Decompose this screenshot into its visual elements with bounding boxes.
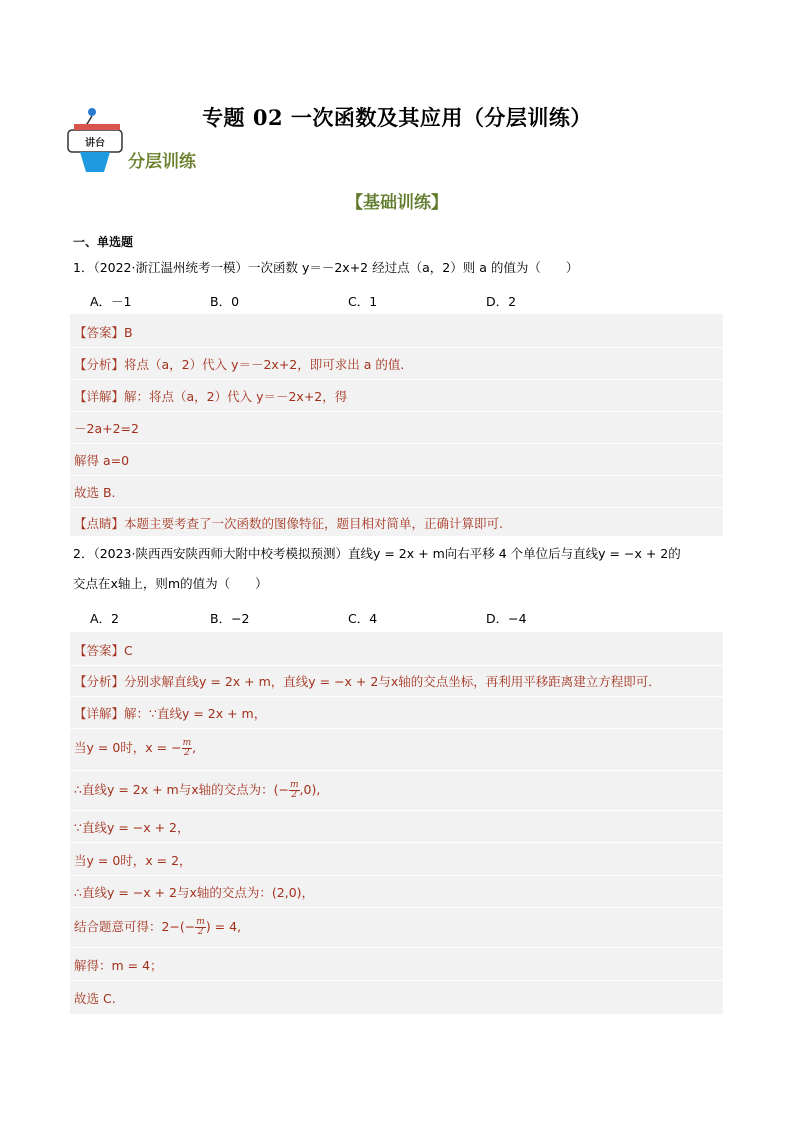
question-2-answer-box xyxy=(70,632,723,1014)
q1-option-c: C．1 xyxy=(348,294,378,309)
q2-option-d: D．−4 xyxy=(486,611,527,626)
page-title: 专题 02 一次函数及其应用（分层训练） xyxy=(202,105,592,130)
q2-step-2-text: ∴直线y = 2x + m与x轴的交点为： xyxy=(74,782,274,797)
question-2-stem-line-1: 2．（2023·陕西西安陕西师大附中校考模拟预测）直线y = 2x + m向右平移 4 个单位后与直线y = −x + 2的 xyxy=(73,546,681,561)
q2-step-1-text: 当y = 0时，x = − xyxy=(74,740,182,755)
q2-step-1: 当y = 0时，x = − $\frac{m}{2}$ , xyxy=(74,738,197,758)
q2-option-b: B．−2 xyxy=(210,611,250,626)
q2-detail: 【详解】解：∵直线y = 2x + m， xyxy=(74,706,267,721)
podium-logo-icon xyxy=(64,106,126,174)
q2-step-6-text: 结合题意可得：2−(− xyxy=(74,919,196,934)
fraction-m-over-2: $\frac{m}{2}$ xyxy=(289,780,299,800)
q2-step-4: 当y = 0时，x = 2， xyxy=(74,853,192,868)
section-title: 【基础训练】 xyxy=(346,193,448,213)
q1-option-d: D．2 xyxy=(486,294,517,309)
q2-step-5: ∴直线y = −x + 2与x轴的交点为：(2,0)， xyxy=(74,885,315,900)
q1-step-3: 故选 B. xyxy=(74,485,116,500)
q2-step-6: 结合题意可得：2−(− $\frac{m}{2}$ ) = 4, xyxy=(74,917,242,937)
q1-detail: 【详解】解：将点（a，2）代入 y＝－2x+2，得 xyxy=(74,389,348,404)
fraction-m-over-2: $\frac{m}{2}$ xyxy=(196,917,205,937)
q1-analysis: 【分析】将点（a，2）代入 y＝－2x+2，即可求出 a 的值. xyxy=(74,357,405,372)
q1-step-1: －2a+2=2 xyxy=(74,421,139,436)
question-1-stem: 1．（2022·浙江温州统考一模）一次函数 y＝－2x+2 经过点（a，2）则 a 的值为（ ） xyxy=(73,260,579,275)
q2-step-2: ∴直线y = 2x + m与x轴的交点为：(− $\frac{m}{2}$ ,0), xyxy=(74,780,321,800)
logo-label: 分层训练 xyxy=(128,152,196,172)
q1-option-a: A．－1 xyxy=(90,294,132,309)
q2-analysis: 【分析】分别求解直线y = 2x + m，直线y = −x + 2与x轴的交点坐标，再利用平移距离建立方程即可． xyxy=(74,674,661,689)
q2-answer: 【答案】C xyxy=(74,643,133,658)
logo-text: 讲台 xyxy=(85,138,105,149)
q2-step-7: 解得：m = 4； xyxy=(74,958,163,973)
question-type-heading: 一、单选题 xyxy=(73,235,134,249)
q1-answer: 【答案】B xyxy=(74,325,133,340)
q2-option-c: C．4 xyxy=(348,611,378,626)
q1-comment: 【点睛】本题主要考查了一次函数的图像特征，题目相对简单，正确计算即可. xyxy=(74,516,503,531)
q2-step-3: ∵直线y = −x + 2， xyxy=(74,820,190,835)
question-1-answer-box xyxy=(70,314,723,536)
fraction-m-over-2: $\frac{m}{2}$ xyxy=(182,738,192,758)
q2-step-8: 故选 C. xyxy=(74,991,116,1006)
q1-option-b: B．0 xyxy=(210,294,240,309)
q1-step-2: 解得 a=0 xyxy=(74,453,130,468)
question-2-stem-line-2: 交点在x轴上，则m的值为（ ） xyxy=(73,576,268,591)
q2-option-a: A．2 xyxy=(90,611,120,626)
